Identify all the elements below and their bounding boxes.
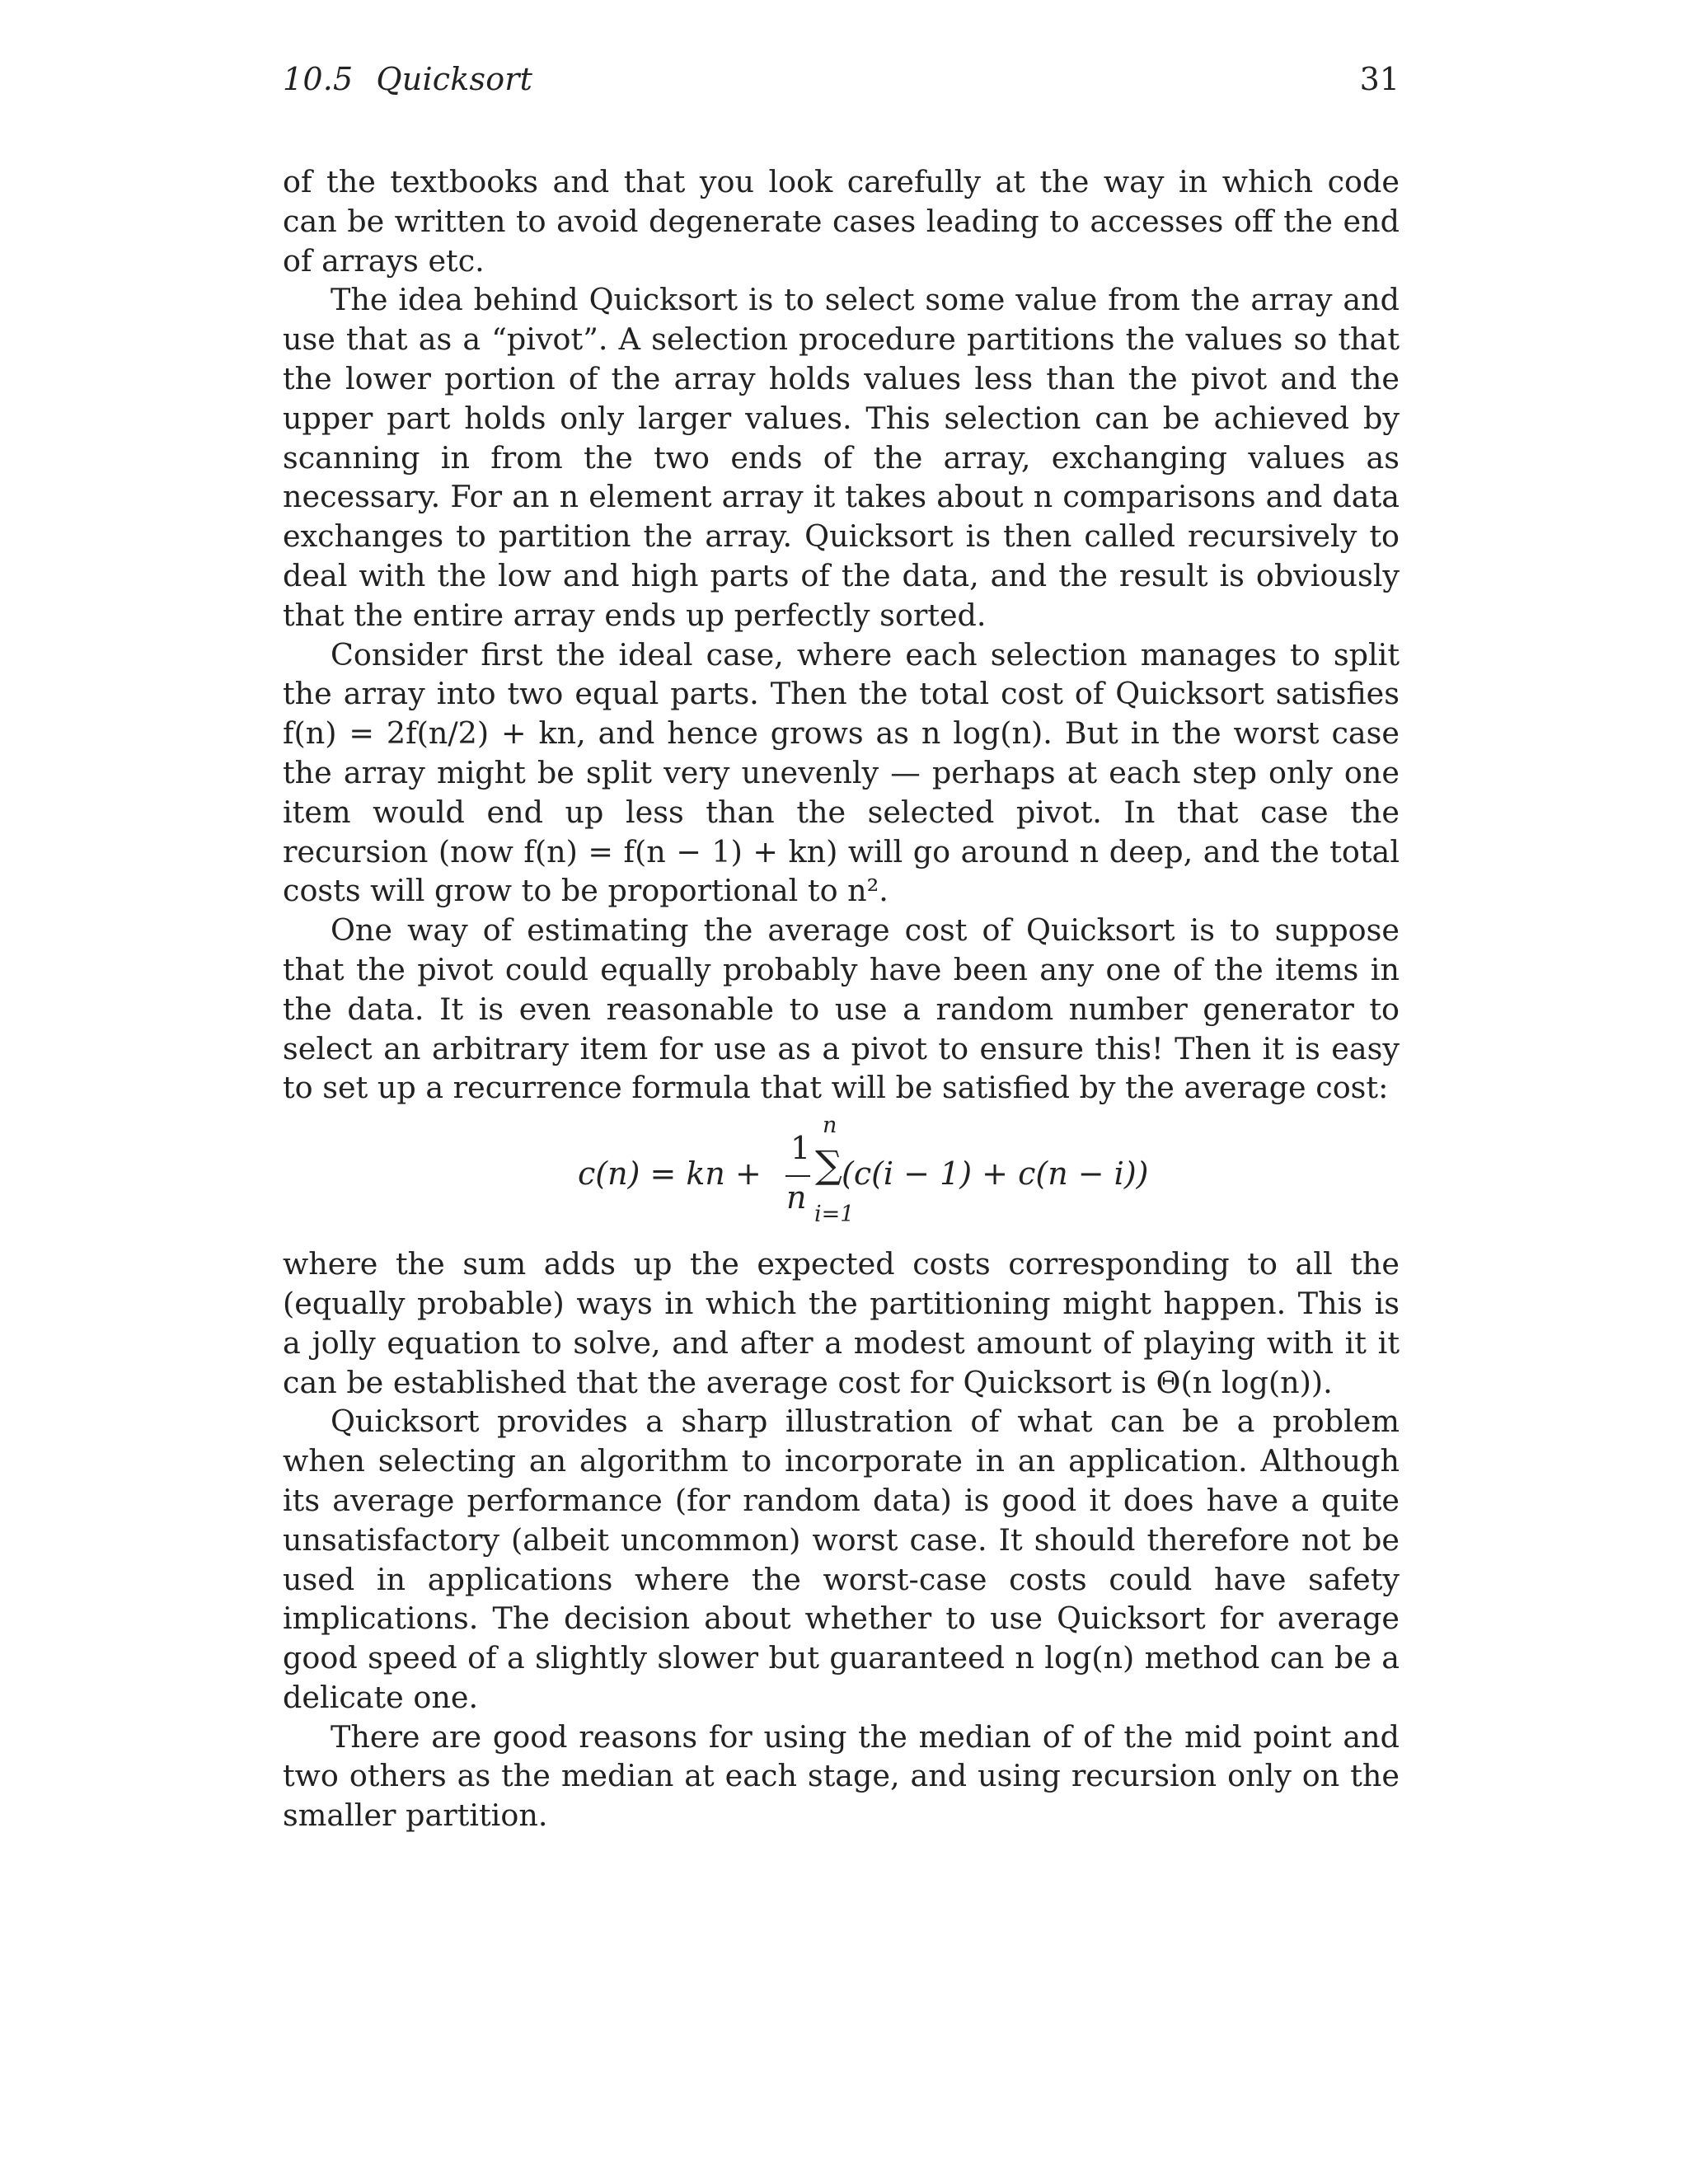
paragraph-4: One way of estimating the average cost of Quicksort is to suppose that the pivot could equally probably have been any one of the items in the data. It is even reasonable to use a random number generator to select an arbitrary item for use as a pivot to ensure this! Then it is easy to set up a recurrence formula that will be satisfied by the average cost: <box>283 912 1400 1106</box>
running-head <box>283 61 532 97</box>
paragraph-5: where the sum adds up the expected costs corresponding to all the (equally probable) ways in which the partitioning might happen. This is a jolly equation to solve, and after a modest amount of playing with it it can be established that the average cost for Quicksort is Θ(n log(n)). <box>283 1246 1400 1400</box>
section-number: 10.5 <box>283 61 354 97</box>
paragraph-1: of the textbooks and that you look carefully at the way in which code can be written to avoid degenerate cases leading to accesses off the end of arrays etc. <box>283 164 1400 279</box>
paragraph-3: Consider first the ideal case, where each selection manages to split the array into two equal parts. Then the total cost of Quicksort satisfies f(n) = 2f(n/2) + kn, and hence grows as n log(n). But in the worst case the array might be split very unevenly — perhaps at each step only one item would end up less than the selected pivot. In that case the recursion (now f(n) = f(n − 1) + kn) will go around n deep, and the total costs will grow to be proportional to n². <box>283 636 1400 909</box>
paragraph-7: There are good reasons for using the median of of the mid point and two others as the median at each stage, and using recursion only on the smaller partition. <box>283 1718 1400 1834</box>
paragraph-2: The idea behind Quicksort is to select some value from the array and use that as a “pivot”. A selection procedure partitions the values so that the lower portion of the array holds values less than the pivot and the upper part holds only larger values. This selection can be achieved by scanning in from the two ends of the array, exchanging values as necessary. For an n element array it takes about n comparisons and data exchanges to partition the array. Quicksort is then called recursively to deal with the low and high parts of the data, and the result is obviously that the entire array ends up perfectly sorted. <box>283 282 1400 633</box>
section-title: Quicksort <box>376 61 533 97</box>
paragraph-6: Quicksort provides a sharp illustration of what can be a problem when selecting an algorithm to incorporate in an application. Although its average performance (for random data) is good it does have a quite unsatisfactory (albeit uncommon) worst case. It should therefore not be used in applications where the worst-case costs could have safety implications. The decision about whether to use Quicksort for average good speed of a slightly slower but guaranteed n log(n) method can be a delicate one. <box>283 1404 1400 1715</box>
equation-summand: (c(i − 1) + c(n − i)) <box>842 1155 1149 1193</box>
body-text <box>283 162 1400 1835</box>
equation-body <box>578 1108 1155 1244</box>
page-header <box>283 61 1400 107</box>
fraction-bar <box>785 1175 810 1177</box>
page-number: 31 <box>1359 61 1400 97</box>
summation-sign: ∑ <box>815 1142 842 1188</box>
fraction-denominator: n <box>786 1179 807 1216</box>
fraction-numerator: 1 <box>790 1130 811 1167</box>
sum-upper-limit: n <box>823 1113 837 1139</box>
sum-lower-limit: i=1 <box>814 1202 855 1228</box>
equation-lhs: c(n) = kn + <box>578 1155 762 1193</box>
display-equation <box>283 1108 1400 1244</box>
